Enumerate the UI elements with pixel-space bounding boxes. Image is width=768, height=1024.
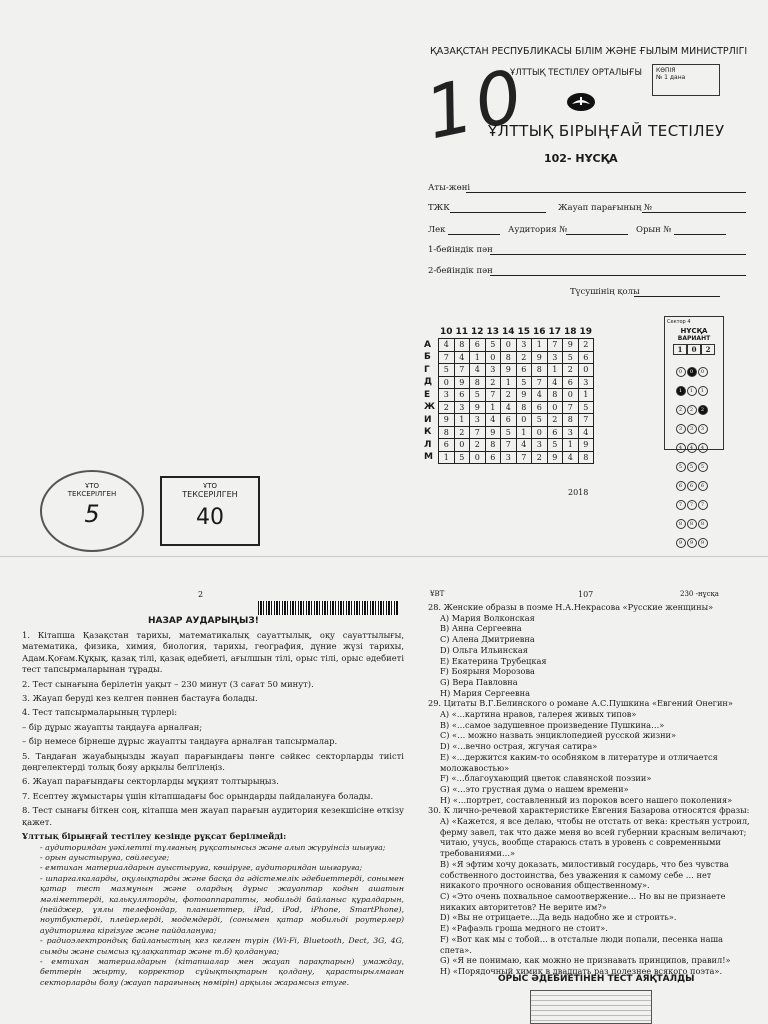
answer-key-cell: 3 <box>516 339 532 352</box>
answer-key-cell: 4 <box>532 389 548 402</box>
option[interactable]: B) «…самое задушевное произведение Пушкина…» <box>440 719 665 730</box>
question-options <box>428 709 754 805</box>
answer-key-cell: 9 <box>470 401 486 414</box>
answer-key-cell: 7 <box>547 339 563 352</box>
variant-bubble[interactable]: 7 <box>687 500 697 510</box>
print-info-box <box>530 990 652 1024</box>
variant-bubble[interactable]: 6 <box>698 481 708 491</box>
answer-key-cell: 6 <box>439 439 455 452</box>
signature-row <box>570 287 640 297</box>
variant-suffix: - НҰСҚА <box>566 152 618 165</box>
option[interactable]: H) «Порядочный химик в двадцать раз полезнее всякого поэта». <box>440 965 723 976</box>
answer-key-cell: 5 <box>439 364 455 377</box>
answer-key-cell: 0 <box>439 376 455 389</box>
answer-key-cell: 9 <box>547 451 563 464</box>
signature-label: Түсушінің қолы <box>570 287 640 297</box>
answer-key-col-header: 13 <box>486 327 500 337</box>
option[interactable]: F) Боярыня Морозова <box>440 666 535 677</box>
answer-key-cell: 8 <box>563 414 579 427</box>
forbidden-item: - шпаргалкаларды, оқулықтарды және басқа да әдістемелік әдебиеттерді, сонымен қатар тест мазмұнын және олардың дұрыс жауаптар кодын ашатын мәліметтерді, калькуляторды, фотоаппаратты, мобильді байланыс құралдарын, (пейджер, ұялы телефондар, планшеттер, iPad, iPod, iPhone, SmartPhone), ноутбуктерді, плейерлерді, модемдерді, (сонымен қатар мобильді роутерлер) аудиторияға кіргізуге және пайдалануға; <box>40 873 404 935</box>
answer-key-row-label: А <box>424 339 431 350</box>
variant-bubble[interactable]: 4 <box>676 443 686 453</box>
barcode <box>258 601 398 615</box>
answer-key-col-header: 11 <box>455 327 469 337</box>
answer-key-cell: 1 <box>563 439 579 452</box>
variant-bubble[interactable]: 7 <box>676 500 686 510</box>
questions-list <box>428 602 754 977</box>
bubble-row <box>675 491 723 510</box>
variant-bubble[interactable]: 8 <box>687 519 697 529</box>
answer-key-cell: 3 <box>485 364 501 377</box>
cover-year: 2018 <box>568 488 589 497</box>
subject2-label: 2-бейіндік пән <box>428 266 493 276</box>
variant-bubble[interactable]: 5 <box>687 462 697 472</box>
answer-key-row <box>424 426 594 439</box>
answer-key-row <box>424 414 594 427</box>
answer-key-cell: 6 <box>454 389 470 402</box>
testing-center-title: ҰЛТТЫҚ ТЕСТІЛЕУ ОРТАЛЫҒЫ <box>510 68 642 78</box>
answer-key-row <box>424 339 594 352</box>
variant-bubble[interactable]: 3 <box>687 424 697 434</box>
answer-key-cell: 4 <box>485 414 501 427</box>
answer-key-cell: 2 <box>516 351 532 364</box>
bubble-row <box>675 453 723 472</box>
variant-bubble[interactable]: 4 <box>698 443 708 453</box>
variant-bubble[interactable]: 2 <box>698 405 708 415</box>
handwritten-mark: 10 <box>418 52 534 156</box>
variant-digits <box>665 344 723 355</box>
answer-key-cell: 2 <box>563 364 579 377</box>
instruction-item: 4. Тест тапсырмаларының түрлері: <box>22 707 178 718</box>
answer-key-cell: 8 <box>516 401 532 414</box>
variant-bubble-grid <box>675 358 723 548</box>
instruction-item: – бір дұрыс жауапты таңдауға арналған; <box>22 721 203 732</box>
answer-sheet-line <box>642 203 746 213</box>
variant-bubble[interactable]: 7 <box>698 500 708 510</box>
option[interactable]: C) «… можно назвать энциклопедией русской жизни» <box>440 730 676 741</box>
variant-box <box>664 316 724 546</box>
variant-bubble[interactable]: 3 <box>676 424 686 434</box>
answer-key-cell: 2 <box>501 389 517 402</box>
answer-key-cell: 6 <box>470 339 486 352</box>
answer-key-cell: 1 <box>516 426 532 439</box>
verified-rect-stamp <box>160 476 260 546</box>
bubble-row <box>675 358 723 377</box>
option[interactable]: A) Мария Волконская <box>440 612 535 623</box>
answer-key-cell: 9 <box>578 439 594 452</box>
variant-digit: 1 <box>673 344 687 355</box>
variant-bubble[interactable]: 9 <box>687 538 697 548</box>
answer-key-col-header: 18 <box>563 327 577 337</box>
forbidden-item-text: орын ауыстыруға, сөйлесуге; <box>45 852 170 862</box>
option[interactable]: C) «Это очень похвальное самоотвержение… Но вы не признаете никаких авторитетов? Не верите им?» <box>440 890 726 912</box>
name-field <box>428 183 470 193</box>
bubble-row <box>675 377 723 396</box>
instruction-item: 1. Кітапша Қазақстан тарихы, математикалық сауаттылық, оқу сауаттылығы, математика, физика, химия, биология, тарихы, география, дүние жүзі тарихы, Адам.Қоғам.Құқық, қазақ тілі, қазақ әдебиеті, ағылшын тілі, орыс тілі, орыс әдебиеті тест тапсырмаларынан тұрады. <box>22 630 404 675</box>
answer-key-cell: 4 <box>547 376 563 389</box>
answer-key-row-label: М <box>424 452 433 463</box>
answer-key-cell: 6 <box>532 401 548 414</box>
forbidden-list <box>22 843 404 989</box>
answer-key-col-header: 19 <box>579 327 593 337</box>
answer-key-cell: 5 <box>532 414 548 427</box>
instruction-item: 7. Есептеу жұмыстары үшін кітапшадағы бос орындарды пайдалануға болады. <box>22 790 374 801</box>
answer-key-cell: 7 <box>454 364 470 377</box>
answer-key-cell: 7 <box>563 401 579 414</box>
answer-key-row-label: Л <box>424 439 432 450</box>
answer-key-cell: 7 <box>501 439 517 452</box>
option[interactable]: G) Вера Павловна <box>440 676 518 687</box>
answer-key-row-label: И <box>424 414 432 425</box>
variant-label1: НҰСҚА <box>680 327 708 335</box>
variant-bubble[interactable]: 4 <box>687 443 697 453</box>
answer-key-cell: 5 <box>454 451 470 464</box>
answer-key-cell: 8 <box>470 376 486 389</box>
instruction-item: 3. Жауап беруді кез келген пәннен бастауға болады. <box>22 693 258 704</box>
answer-key-cell: 6 <box>563 376 579 389</box>
answer-key-cell: 0 <box>501 339 517 352</box>
rect-stamp-text: ТЕКСЕРІЛГЕН <box>182 490 238 499</box>
forbidden-item-text: емтихан материалдарын (кітапшалар мен жауап парақтарын) умаждау, беттерін жырту, корректор сұйықтықтарын қолдану, қарастырылмаған секторларды бояу (жауап парағының нөмірін) арқылы жарамсыз етуге. <box>40 956 404 987</box>
answer-key-cell: 2 <box>532 451 548 464</box>
answer-key-cell: 0 <box>578 364 594 377</box>
option[interactable]: B) Анна Сергеевна <box>440 623 522 634</box>
stream-label: Лек <box>428 225 446 235</box>
question-text: 29. Цитаты В.Г.Белинского о романе А.С.Пушкина «Евгений Онегин» <box>428 698 733 709</box>
answer-key-cell: 4 <box>516 439 532 452</box>
answer-key-cell: 3 <box>578 376 594 389</box>
variant-bubble[interactable]: 5 <box>676 462 686 472</box>
answer-key-cell: 8 <box>578 451 594 464</box>
option[interactable]: A) «…картина нравов, галерея живых типов» <box>440 709 637 720</box>
variant-bubble[interactable]: 3 <box>698 424 708 434</box>
variant-bubble[interactable]: 9 <box>698 538 708 548</box>
right-header-right: 230 -нұсқа <box>680 590 719 598</box>
instruction-item: 5. Таңдаған жауабыңызды жауап парағындағы пәнге сәйкес секторларды тиісті дөңгелектерді толық бояу арқылы белгілеңіз. <box>22 750 404 773</box>
subject1-row <box>428 245 493 255</box>
right-page-number: 107 <box>578 590 594 599</box>
answer-key-row-label: К <box>424 427 432 438</box>
answer-key-cell: 8 <box>485 439 501 452</box>
variant-bubble[interactable]: 1 <box>687 386 697 396</box>
copy-stamp <box>652 64 720 96</box>
answer-sheet-label: Жауап парағының № <box>558 203 653 213</box>
answer-key-cell: 5 <box>501 426 517 439</box>
instruction-item: 2. Тест сынағына берілетін уақыт – 230 минут (3 сағат 50 минут). <box>22 678 314 689</box>
option[interactable]: H) Мария Сергеевна <box>440 687 530 698</box>
option[interactable]: A) «Кажется, я все делаю, чтобы не отстать от века: крестьян устроил, ферму завел, так что даже меня во всей губернии красным величают; читаю, учусь, вообще стараюсь стать в уровень с современными требованиями…» <box>440 816 750 859</box>
answer-key-cell: 0 <box>470 451 486 464</box>
variant-bubble[interactable]: 6 <box>676 481 686 491</box>
option[interactable]: D) «Вы не отрицаете…Да ведь надобно же и строить». <box>440 912 677 923</box>
logo-icon <box>566 92 596 112</box>
answer-key-cell: 3 <box>563 426 579 439</box>
forbidden-heading: Ұлттық бірыңғай тестілеу кезінде рұқсат берілмейді: <box>22 831 287 842</box>
answer-key-cell: 7 <box>516 451 532 464</box>
variant-sector: Сектор 4 <box>667 319 691 325</box>
answer-key-col-header: 15 <box>517 327 531 337</box>
answer-key-cell: 7 <box>470 426 486 439</box>
answer-key-cell: 6 <box>578 351 594 364</box>
answer-key-cell: 4 <box>439 339 455 352</box>
option[interactable]: E) Екатерина Трубецкая <box>440 655 547 666</box>
answer-key-cell: 1 <box>578 389 594 402</box>
answer-key-col-header: 14 <box>501 327 515 337</box>
variant-bubble[interactable]: 6 <box>687 481 697 491</box>
answer-key-cell: 0 <box>563 389 579 402</box>
answer-key-cell: 6 <box>501 414 517 427</box>
answer-key-cell: 8 <box>547 389 563 402</box>
question-options <box>428 613 754 699</box>
answer-key-cell: 7 <box>578 414 594 427</box>
iin-line <box>450 203 546 213</box>
answer-key-cell: 3 <box>532 439 548 452</box>
forbidden-item: - орын ауыстыруға, сөйлесуге; <box>40 852 170 862</box>
option[interactable]: D) Ольга Ильинская <box>440 644 528 655</box>
instructions-list <box>22 630 404 988</box>
copy-stamp-line2: № 1 дана <box>656 74 686 81</box>
bubble-row <box>675 434 723 453</box>
answer-key-cell: 0 <box>532 426 548 439</box>
bubble-row <box>675 396 723 415</box>
right-header-left: ¥ВТ <box>430 590 445 598</box>
answer-key-cell: 4 <box>470 364 486 377</box>
answer-key-cell: 2 <box>485 376 501 389</box>
answer-key-cell: 2 <box>454 426 470 439</box>
answer-key-header <box>424 326 594 339</box>
auditorium-label: Аудитория № <box>508 225 568 235</box>
instruction-item: 6. Жауап парағындағы секторларды мұқият толтырыңыз. <box>22 776 279 787</box>
answer-key-row-label: Д <box>424 377 433 388</box>
answer-key-cell: 9 <box>485 426 501 439</box>
answer-key-cell: 7 <box>485 389 501 402</box>
answer-key-cell: 9 <box>516 389 532 402</box>
variant-bubble[interactable]: 1 <box>676 386 686 396</box>
answer-key-cell: 8 <box>439 426 455 439</box>
forbidden-item: - аудиториядан уәкілетті тұлғаның рұқсатынсыз және алып жүруінсіз шығуға; <box>40 842 386 852</box>
answer-key-table <box>424 326 594 464</box>
variant-bubble[interactable]: 1 <box>698 386 708 396</box>
variant-digit: 2 <box>701 344 715 355</box>
test-end-heading: ОРЫС ӘДЕБИЕТІНЕН ТЕСТ АЯҚТАЛДЫ <box>498 974 695 984</box>
forbidden-item-text: шпаргалкаларды, оқулықтарды және басқа да әдістемелік әдебиеттерді, сонымен қатар тест мазмұнын және олардың дұрыс жауаптар кодын ашатын мәліметтерді, калькуляторды, фотоаппаратты, мобильді байланыс құралдарын, (пейджер, ұялы телефондар, планшеттер, iPad, iPod, iPhone, SmartPhone), ноутбуктерді, плейерлерді, модемдерді, (сонымен қатар мобильді роутерлер) аудиторияға кіргізуге және пайдалануға; <box>40 873 404 935</box>
answer-key-cell: 2 <box>470 439 486 452</box>
answer-key-cell: 1 <box>470 351 486 364</box>
answer-key-cell: 0 <box>454 439 470 452</box>
answer-key-cell: 5 <box>470 389 486 402</box>
oval-stamp-number: 5 <box>84 500 100 528</box>
question-text: 28. Женские образы в поэме Н.А.Некрасова «Русские женщины» <box>428 602 714 612</box>
answer-key-cell: 5 <box>547 439 563 452</box>
answer-key-cell: 8 <box>454 339 470 352</box>
answer-key-cell: 2 <box>439 401 455 414</box>
variant-bubble[interactable]: 8 <box>698 519 708 529</box>
instruction-item: 8. Тест сынағы біткен соң, кітапша мен жауап парағын аудитория кезекшісіне өткізу қажет. <box>22 805 404 827</box>
answer-key-col-header: 12 <box>470 327 484 337</box>
answer-key-cell: 5 <box>578 401 594 414</box>
answer-key-cell: 0 <box>516 414 532 427</box>
page-divider <box>0 556 768 557</box>
answer-key-cell: 6 <box>485 451 501 464</box>
name-line <box>466 183 746 193</box>
iin-label: ТЖК <box>428 203 450 213</box>
answer-key-row <box>424 439 594 452</box>
answer-key-cell: 2 <box>578 339 594 352</box>
answer-key-cell: 8 <box>501 351 517 364</box>
answer-key-col-header: 10 <box>439 327 453 337</box>
variant-bubble[interactable]: 2 <box>676 405 686 415</box>
answer-key-cell: 0 <box>485 351 501 364</box>
option[interactable]: H) «…портрет, составленный из пороков всего нашего поколения» <box>440 794 733 805</box>
answer-key-row-label: Г <box>424 364 430 375</box>
answer-key-cell: 9 <box>501 364 517 377</box>
question-text: 30. К лично-речевой характеристике Евгения Базарова относятся фразы: <box>428 805 750 816</box>
option[interactable]: G) «Я не понимаю, как можно не признавать принципов, правил!» <box>440 955 731 966</box>
answer-key-col-header: 16 <box>532 327 546 337</box>
question <box>428 698 754 805</box>
forbidden-item-text: радиоэлектрондық байланыстың кез келген түрін (Wi-Fi, Bluetooth, Dect, 3G, 4G, сымды және сымсыз құлақкаптар және т.б) қолдануға; <box>40 936 405 956</box>
option[interactable]: G) «…это грустная дума о нашем времени» <box>440 783 629 794</box>
answer-key-cell: 8 <box>532 364 548 377</box>
answer-key-cell: 1 <box>532 339 548 352</box>
answer-key-cell: 4 <box>454 351 470 364</box>
subject2-row <box>428 266 493 276</box>
answer-key-row <box>424 451 594 464</box>
forbidden-item-text: емтихан материалдарын ауыстыруға, көшіруге, аудиториядан шығаруға; <box>45 863 363 873</box>
variant-label2: ВАРИАНТ <box>677 335 711 342</box>
answer-key-row <box>424 351 594 364</box>
option[interactable]: D) «…вечно острая, жгучая сатира» <box>440 741 598 752</box>
auditorium-line <box>566 225 628 235</box>
copy-stamp-line1: КӨПІЯ <box>656 67 676 74</box>
answer-key-col-header: 17 <box>548 327 562 337</box>
ministry-title: ҚАЗАҚСТАН РЕСПУБЛИКАСЫ БІЛІМ ЖӘНЕ ҒЫЛЫМ МИНИСТРЛІГІ <box>430 46 748 57</box>
answer-key-cell: 4 <box>563 451 579 464</box>
bubble-row <box>675 472 723 491</box>
bubble-row <box>675 529 723 548</box>
iin-row <box>428 203 728 213</box>
answer-key-row <box>424 376 594 389</box>
answer-key-cell: 5 <box>485 339 501 352</box>
variant-number: 102 <box>544 152 567 165</box>
answer-key-cell: 1 <box>547 364 563 377</box>
answer-key-cell: 4 <box>578 426 594 439</box>
answer-key-cell: 7 <box>532 376 548 389</box>
answer-key-cell: 1 <box>501 376 517 389</box>
forbidden-item: - радиоэлектрондық байланыстың кез келген түрін (Wi-Fi, Bluetooth, Dect, 3G, 4G, сымды және сымсыз құлақкаптар және т.б) қолдануға; <box>40 936 405 956</box>
variant-bubble[interactable]: 2 <box>687 405 697 415</box>
name-label: Аты-жөні <box>428 183 471 193</box>
answer-key-cell: 9 <box>532 351 548 364</box>
variant-bubble[interactable]: 0 <box>676 367 686 377</box>
answer-key-cell: 1 <box>454 414 470 427</box>
answer-key-cell: 1 <box>485 401 501 414</box>
forbidden-item: - емтихан материалдарын ауыстыруға, көшіруге, аудиториядан шығаруға; <box>40 863 363 873</box>
seat-label: Орын № <box>636 225 672 235</box>
variant-digit: 0 <box>687 344 701 355</box>
rect-stamp-number: 40 <box>196 505 224 530</box>
variant-bubble[interactable]: 5 <box>698 462 708 472</box>
attention-heading: НАЗАР АУДАРЫҢЫЗ! <box>148 616 259 626</box>
subject1-line <box>490 245 746 255</box>
answer-key-row-label: Е <box>424 389 431 400</box>
answer-key-cell: 3 <box>547 351 563 364</box>
stream-line <box>448 225 500 235</box>
variant-heading <box>544 152 618 165</box>
option[interactable]: E) «Рафаэль гроша медного не стоит». <box>440 923 608 934</box>
verified-oval-stamp <box>40 470 144 552</box>
variant-bubble[interactable]: 8 <box>676 519 686 529</box>
answer-key-cell: 3 <box>470 414 486 427</box>
stream-row <box>428 225 728 235</box>
seat-line <box>674 225 726 235</box>
answer-key-row <box>424 389 594 402</box>
question <box>428 805 754 976</box>
answer-key-cell: 6 <box>516 364 532 377</box>
answer-key-cell: 6 <box>547 426 563 439</box>
variant-bubble[interactable]: 0 <box>698 367 708 377</box>
signature-line <box>634 287 720 297</box>
answer-key-cell: 9 <box>439 414 455 427</box>
subject1-label: 1-бейіндік пән <box>428 245 493 255</box>
answer-key-row <box>424 401 594 414</box>
instruction-item: – бір немесе бірнеше дұрыс жауапты таңдауға арналған тапсырмалар. <box>22 736 338 747</box>
test-title: ҰЛТТЫҚ БІРЫҢҒАЙ ТЕСТІЛЕУ <box>488 122 725 140</box>
option[interactable]: F) «Вот как мы с тобой… в отсталые люди попали, песенка наша спета». <box>440 933 723 955</box>
answer-key-cell: 7 <box>439 351 455 364</box>
variant-bubble[interactable]: 0 <box>687 367 697 377</box>
answer-key-cell: 5 <box>563 351 579 364</box>
answer-key-cell: 3 <box>454 401 470 414</box>
option[interactable]: B) «Я эфтим хочу доказать, милостивый государь, что без чувства собственного достоинства, без уважения к самому себе … нет никакого прочного основания общественному». <box>440 858 729 891</box>
answer-key-row-label: Б <box>424 352 431 363</box>
answer-key-row <box>424 364 594 377</box>
answer-key-cell: 0 <box>547 401 563 414</box>
answer-key-cell: 9 <box>454 376 470 389</box>
answer-key-cell: 1 <box>439 451 455 464</box>
answer-key-cell: 2 <box>547 414 563 427</box>
answer-key-cell: 5 <box>516 376 532 389</box>
bubble-row <box>675 415 723 434</box>
answer-key-cell: 3 <box>501 451 517 464</box>
option[interactable]: C) Алена Дмитриевна <box>440 634 535 645</box>
rect-stamp-org: ҰТО <box>202 482 218 490</box>
oval-stamp-text: ТЕКСЕРІЛГЕН <box>67 490 117 498</box>
bubble-row <box>675 510 723 529</box>
option[interactable]: F) «…благоухающий цветок славянской поэзии» <box>440 773 652 784</box>
forbidden-item-text: аудиториядан уәкілетті тұлғаның рұқсатынсыз және алып жүруінсіз шығуға; <box>45 842 386 852</box>
option[interactable]: E) «…держится каким-то особняком в литературе и отличается моложавостью» <box>440 751 718 773</box>
variant-bubble[interactable]: 9 <box>676 538 686 548</box>
left-page-number: 2 <box>198 590 204 599</box>
question-options <box>428 816 754 977</box>
answer-key-row-label: Ж <box>424 402 436 413</box>
forbidden-item: - емтихан материалдарын (кітапшалар мен жауап парақтарын) умаждау, беттерін жырту, корректор сұйықтықтарын қолдану, қарастырылмаған секторларды бояу (жауап парағының нөмірін) арқылы жарамсыз етуге. <box>40 956 404 987</box>
answer-key-cell: 3 <box>439 389 455 402</box>
answer-key-cell: 9 <box>563 339 579 352</box>
answer-key-cell: 4 <box>501 401 517 414</box>
subject2-line <box>490 266 746 276</box>
oval-stamp-org: ҰТО <box>84 482 100 490</box>
question <box>428 602 754 698</box>
